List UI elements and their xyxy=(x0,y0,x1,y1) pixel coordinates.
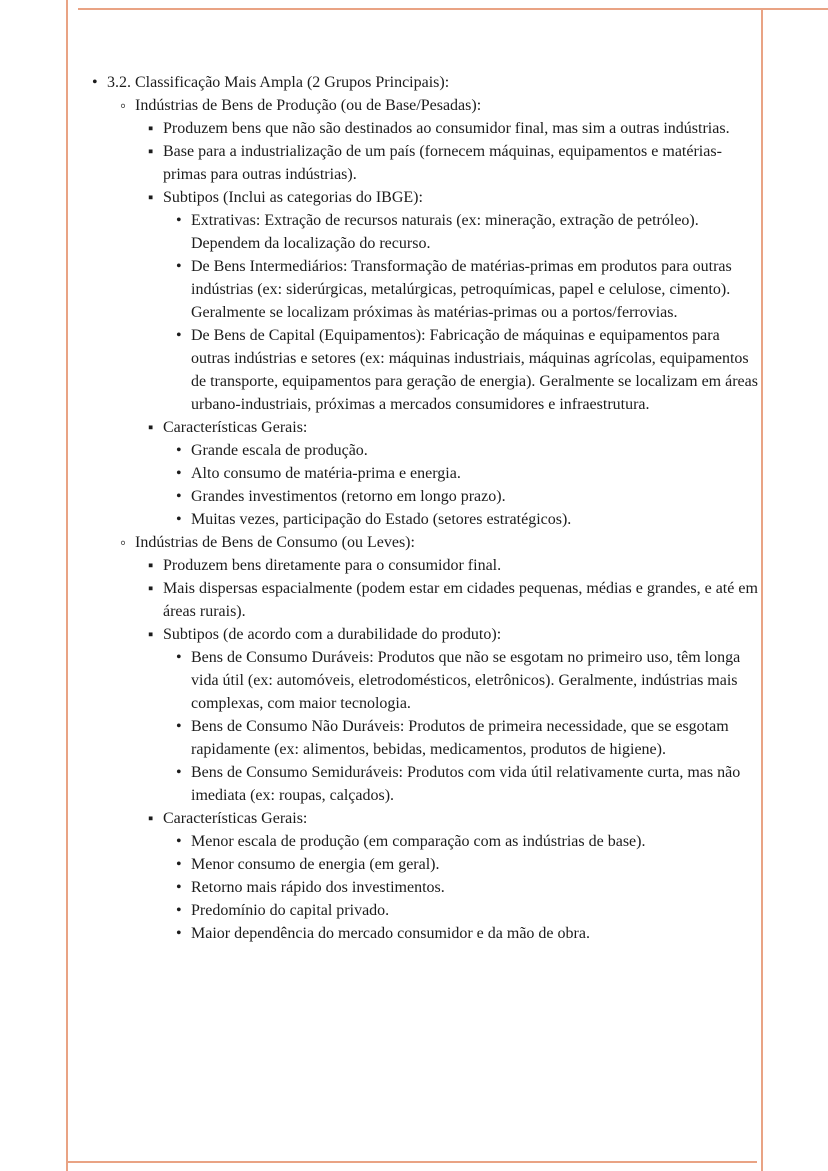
list-item-text: Características Gerais: xyxy=(163,810,308,827)
list-item xyxy=(176,853,760,876)
bullet-marker: • xyxy=(176,327,182,344)
bullet-list-depth-4 xyxy=(163,439,760,531)
document-content xyxy=(78,71,760,945)
bullet-marker: ▪ xyxy=(148,143,154,160)
list-item-text: Produzem bens diretamente para o consumidor final. xyxy=(163,557,502,574)
bullet-marker: ▪ xyxy=(148,626,154,643)
bullet-marker: ▪ xyxy=(148,580,154,597)
list-item xyxy=(148,554,760,577)
list-item xyxy=(148,577,760,623)
bullet-marker: ◦ xyxy=(120,96,126,115)
list-item-text: Maior dependência do mercado consumidor e da mão de obra. xyxy=(191,925,590,942)
list-item-text: Extrativas: Extração de recursos naturais (ex: mineração, extração de petróleo). Dependem da localização do recurso. xyxy=(191,212,699,252)
bullet-marker: • xyxy=(176,488,182,505)
bullet-marker: ▪ xyxy=(148,557,154,574)
list-item-text: Predomínio do capital privado. xyxy=(191,902,390,919)
bullet-marker: ▪ xyxy=(148,810,154,827)
list-item xyxy=(120,94,760,531)
outline-list xyxy=(78,71,760,945)
bullet-marker: • xyxy=(176,879,182,896)
bullet-list-depth-1 xyxy=(78,71,760,945)
list-item-text: De Bens Intermediários: Transformação de matérias-primas em produtos para outras indústrias (ex: siderúrgicas, metalúrgicas, petroquímicas, papel e celulose, cimento). Geralmente se localizam próximas às matérias-primas ou a portos/ferrovias. xyxy=(191,258,732,321)
bullet-marker: • xyxy=(176,465,182,482)
list-item xyxy=(176,876,760,899)
bullet-marker: • xyxy=(176,856,182,873)
list-item-text: Mais dispersas espacialmente (podem estar em cidades pequenas, médias e grandes, e até em áreas rurais). xyxy=(163,580,758,620)
list-item-text: Características Gerais: xyxy=(163,419,308,436)
list-item-text: Retorno mais rápido dos investimentos. xyxy=(191,879,445,896)
list-item xyxy=(176,761,760,807)
bullet-list-depth-4 xyxy=(163,646,760,807)
list-item xyxy=(148,186,760,416)
list-item-text: Menor escala de produção (em comparação com as indústrias de base). xyxy=(191,833,646,850)
list-item-text: Menor consumo de energia (em geral). xyxy=(191,856,440,873)
page-border-right xyxy=(761,8,763,1171)
bullet-marker: ▪ xyxy=(148,120,154,137)
list-item-text: 3.2. Classificação Mais Ampla (2 Grupos Principais): xyxy=(107,74,450,91)
list-item-text: Produzem bens que não são destinados ao consumidor final, mas sim a outras indústrias. xyxy=(163,120,730,137)
list-item-text: Muitas vezes, participação do Estado (setores estratégicos). xyxy=(191,511,572,528)
list-item xyxy=(92,71,760,945)
list-item xyxy=(176,715,760,761)
bullet-marker: • xyxy=(92,74,98,91)
bullet-marker: ◦ xyxy=(120,533,126,552)
bullet-marker: • xyxy=(176,833,182,850)
list-item-text: Grandes investimentos (retorno em longo prazo). xyxy=(191,488,506,505)
list-item-text: Indústrias de Bens de Produção (ou de Base/Pesadas): xyxy=(135,97,482,114)
list-item xyxy=(176,899,760,922)
list-item xyxy=(176,508,760,531)
page-border-bottom xyxy=(66,1161,757,1163)
list-item xyxy=(176,324,760,416)
list-item xyxy=(176,830,760,853)
bullet-marker: • xyxy=(176,902,182,919)
list-item xyxy=(148,140,760,186)
list-item-text: Grande escala de produção. xyxy=(191,442,368,459)
list-item xyxy=(148,416,760,531)
list-item-text: Subtipos (Inclui as categorias do IBGE): xyxy=(163,189,423,206)
list-item xyxy=(176,255,760,324)
list-item xyxy=(176,922,760,945)
list-item xyxy=(176,646,760,715)
bullet-marker: • xyxy=(176,649,182,666)
list-item xyxy=(148,623,760,807)
list-item xyxy=(176,462,760,485)
list-item-text: Indústrias de Bens de Consumo (ou Leves): xyxy=(135,534,415,551)
bullet-marker: • xyxy=(176,442,182,459)
list-item xyxy=(120,531,760,945)
bullet-list-depth-2 xyxy=(107,94,760,945)
list-item-text: Bens de Consumo Semiduráveis: Produtos com vida útil relativamente curta, mas não imediata (ex: roupas, calçados). xyxy=(191,764,741,804)
bullet-marker: • xyxy=(176,764,182,781)
list-item xyxy=(148,117,760,140)
list-item-text: Bens de Consumo Duráveis: Produtos que não se esgotam no primeiro uso, têm longa vida útil (ex: automóveis, eletrodomésticos, eletrônicos). Geralmente, indústrias mais complexas, com maior tecnologia. xyxy=(191,649,741,712)
list-item-text: De Bens de Capital (Equipamentos): Fabricação de máquinas e equipamentos para outras indústrias e setores (ex: máquinas industriais, máquinas agrícolas, equipamentos de transporte, equipamentos para geração de energia). Geralmente se localizam em áreas urbano-industriais, próximas a mercados consumidores e infraestrutura. xyxy=(191,327,758,413)
bullet-marker: • xyxy=(176,212,182,229)
bullet-list-depth-3 xyxy=(135,554,760,945)
bullet-list-depth-3 xyxy=(135,117,760,531)
list-item-text: Alto consumo de matéria-prima e energia. xyxy=(191,465,461,482)
bullet-marker: • xyxy=(176,511,182,528)
list-item xyxy=(176,485,760,508)
list-item xyxy=(148,807,760,945)
bullet-marker: • xyxy=(176,258,182,275)
page-border-left xyxy=(66,0,68,1171)
list-item-text: Bens de Consumo Não Duráveis: Produtos de primeira necessidade, que se esgotam rapidamente (ex: alimentos, bebidas, medicamentos, produtos de higiene). xyxy=(191,718,729,758)
bullet-marker: ▪ xyxy=(148,419,154,436)
bullet-marker: ▪ xyxy=(148,189,154,206)
list-item-text: Base para a industrialização de um país (fornecem máquinas, equipamentos e matérias-primas para outras indústrias). xyxy=(163,143,722,183)
page-border-top xyxy=(78,8,828,10)
bullet-marker: • xyxy=(176,925,182,942)
list-item xyxy=(176,209,760,255)
bullet-list-depth-4 xyxy=(163,830,760,945)
bullet-marker: • xyxy=(176,718,182,735)
bullet-list-depth-4 xyxy=(163,209,760,416)
list-item xyxy=(176,439,760,462)
list-item-text: Subtipos (de acordo com a durabilidade do produto): xyxy=(163,626,502,643)
